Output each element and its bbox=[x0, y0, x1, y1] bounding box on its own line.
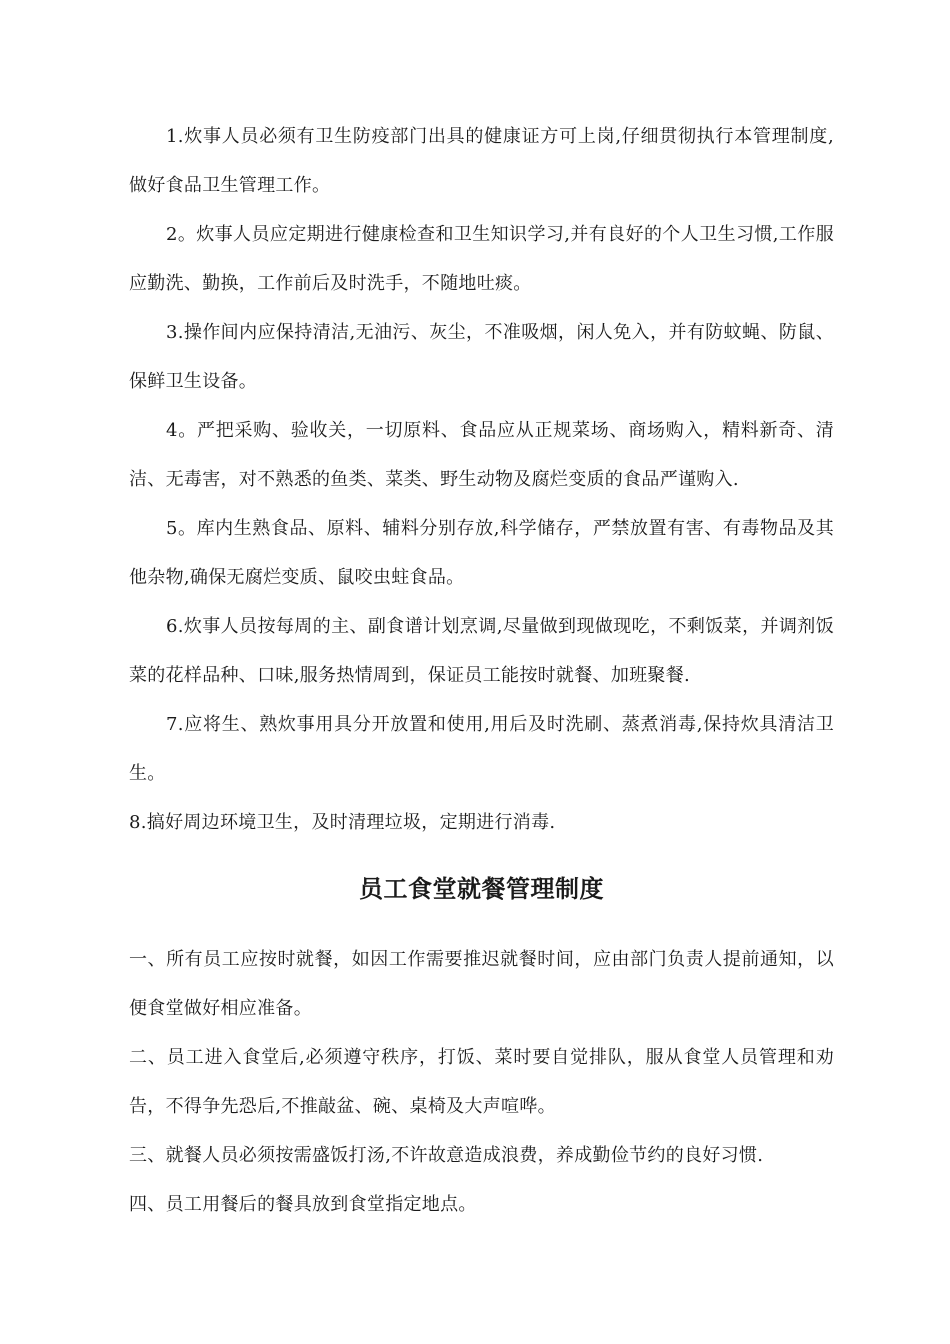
dining-rule-1: 一、所有员工应按时就餐，如因工作需要推迟就餐时间，应由部门负责人提前通知，以便食堂做好相应准备。 bbox=[129, 949, 834, 1019]
rule-item-4: 4。严把采购、验收关，一切原料、食品应从正规菜场、商场购入，精料新奇、清洁、无毒害，对不熟悉的鱼类、菜类、野生动物及腐烂变质的食品严谨购入. bbox=[129, 420, 834, 490]
dining-rule-3: 三、就餐人员必须按需盛饭打汤,不许故意造成浪费，养成勤俭节约的良好习惯. bbox=[129, 1145, 764, 1166]
document-page bbox=[129, 112, 834, 1229]
rule-item-2: 2。炊事人员应定期进行健康检查和卫生知识学习,并有良好的个人卫生习惯,工作服应勤洗、勤换，工作前后及时洗手，不随地吐痰。 bbox=[129, 224, 834, 294]
rule-item-7: 7.应将生、熟炊事用具分开放置和使用,用后及时洗刷、蒸煮消毒,保持炊具清洁卫生。 bbox=[129, 714, 834, 784]
rule-item-8: 8.搞好周边环境卫生，及时清理垃圾，定期进行消毒. bbox=[129, 812, 556, 833]
dining-rule-4: 四、员工用餐后的餐具放到食堂指定地点。 bbox=[129, 1194, 477, 1215]
dining-rule-2: 二、员工进入食堂后,必须遵守秩序，打饭、菜时要自觉排队，服从食堂人员管理和劝告，不得争先恐后,不推敲盆、碗、桌椅及大声喧哗。 bbox=[129, 1047, 834, 1117]
rule-item-5: 5。库内生熟食品、原料、辅料分别存放,科学储存，严禁放置有害、有毒物品及其他杂物,确保无腐烂变质、鼠咬虫蛀食品。 bbox=[129, 518, 834, 588]
section-title: 员工食堂就餐管理制度 bbox=[359, 875, 604, 903]
rule-item-3: 3.操作间内应保持清洁,无油污、灰尘，不准吸烟，闲人免入，并有防蚊蝇、防鼠、保鲜卫生设备。 bbox=[129, 322, 834, 392]
rule-item-6: 6.炊事人员按每周的主、副食谱计划烹调,尽量做到现做现吃，不剩饭菜，并调剂饭菜的花样品种、口味,服务热情周到，保证员工能按时就餐、加班聚餐. bbox=[129, 616, 834, 686]
rule-item-1: 1.炊事人员必须有卫生防疫部门出具的健康证方可上岗,仔细贯彻执行本管理制度,做好食品卫生管理工作。 bbox=[129, 126, 834, 196]
